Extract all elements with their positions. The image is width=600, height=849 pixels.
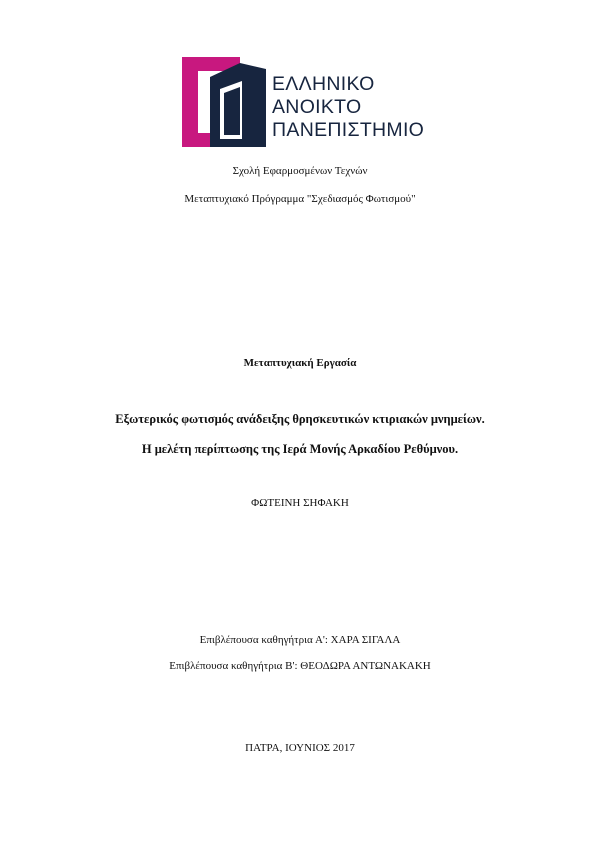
- place-date: ΠΑΤΡΑ, ΙΟΥΝΙΟΣ 2017: [245, 742, 355, 754]
- supervisor-a: Επιβλέπουσα καθηγήτρια Α': ΧΑΡΑ ΣΙΓΑΛΑ: [199, 634, 401, 646]
- title-line-1: Εξωτερικός φωτισμός ανάδειξης θρησκευτικών κτιριακών μνημείων.: [115, 412, 485, 426]
- logo-line-2: ΑΝΟΙΚΤΟ: [272, 96, 362, 118]
- program-name: Μεταπτυχιακό Πρόγραμμα "Σχεδιασμός Φωτισμού": [184, 193, 416, 205]
- document-type: Μεταπτυχιακή Εργασία: [243, 357, 357, 369]
- logo-mark-icon: [180, 55, 272, 150]
- logo-line-1: ΕΛΛΗΝΙΚΟ: [272, 73, 375, 95]
- supervisor-b: Επιβλέπουσα καθηγήτρια Β': ΘΕΟΔΩΡΑ ΑΝΤΩΝΑΚΑΚΗ: [169, 660, 431, 672]
- university-logo: [180, 55, 430, 150]
- logo-wordmark: [272, 73, 424, 142]
- logo-line-3: ΠΑΝΕΠΙΣΤΗΜΙΟ: [272, 119, 425, 141]
- school-name: Σχολή Εφαρμοσμένων Τεχνών: [232, 165, 368, 177]
- author-name: ΦΩΤΕΙΝΗ ΣΗΦΑΚΗ: [251, 497, 349, 509]
- title-line-2: Η μελέτη περίπτωσης της Ιερά Μονής Αρκαδίου Ρεθύμνου.: [141, 442, 459, 456]
